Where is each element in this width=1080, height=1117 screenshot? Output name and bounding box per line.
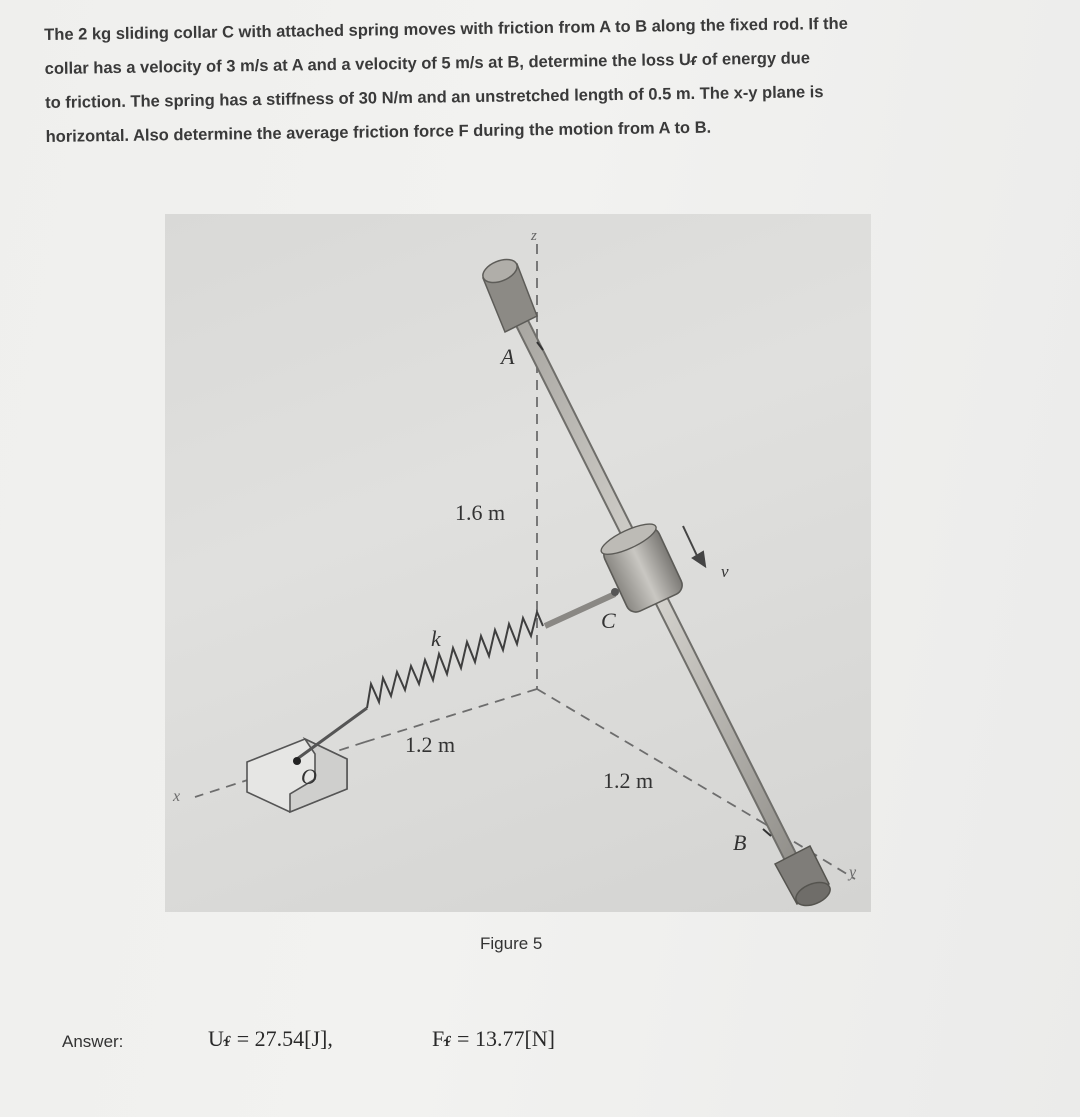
base-bracket (247, 739, 347, 812)
y-offset-line (537, 689, 765, 824)
origin-o-label: O (301, 764, 317, 789)
problem-line: collar has a velocity of 3 m/s at A and a velocity of 5 m/s at B, determine the loss Uᵳ of energy due (44, 49, 811, 78)
figure-caption: Figure 5 (480, 934, 543, 953)
spring-attachment (611, 588, 619, 596)
problem-line: The 2 kg sliding collar C with attached spring moves with friction from A to B along the fixed rod. If the (44, 14, 848, 44)
y-distance-label: 1.2 m (603, 768, 654, 793)
pivot-o-point (293, 757, 301, 765)
x-axis-label: x (173, 788, 181, 805)
y-axis-label: y (849, 864, 857, 881)
figure-drawing (165, 214, 871, 912)
spring-stiffness-label: k (431, 626, 441, 651)
collar-c (598, 518, 686, 615)
velocity-arrow (683, 526, 705, 566)
collar-c-label: C (601, 608, 616, 633)
spring (297, 594, 615, 759)
friction-force-answer: Fᵳ = 13.77[N] (432, 1026, 556, 1051)
point-a-label: A (501, 344, 515, 369)
problem-statement (44, 5, 1006, 154)
velocity-label: v (721, 562, 729, 581)
rod-end-cap-top (480, 255, 537, 332)
x-distance-label: 1.2 m (405, 732, 456, 757)
point-b-label: B (733, 830, 747, 855)
problem-line: horizontal. Also determine the average friction force F during the motion from A to B. (45, 118, 712, 146)
figure-panel (165, 214, 871, 912)
answer-row (0, 1020, 1080, 1070)
energy-loss-answer: Uᵳ = 27.54[J], (208, 1026, 333, 1051)
height-dimension-label: 1.6 m (455, 500, 506, 525)
z-axis-label: z (531, 228, 537, 244)
problem-line: to friction. The spring has a stiffness of 30 N/m and an unstretched length of 0.5 m. The x-y plane is (45, 83, 824, 112)
answer-label: Answer: (62, 1032, 124, 1051)
